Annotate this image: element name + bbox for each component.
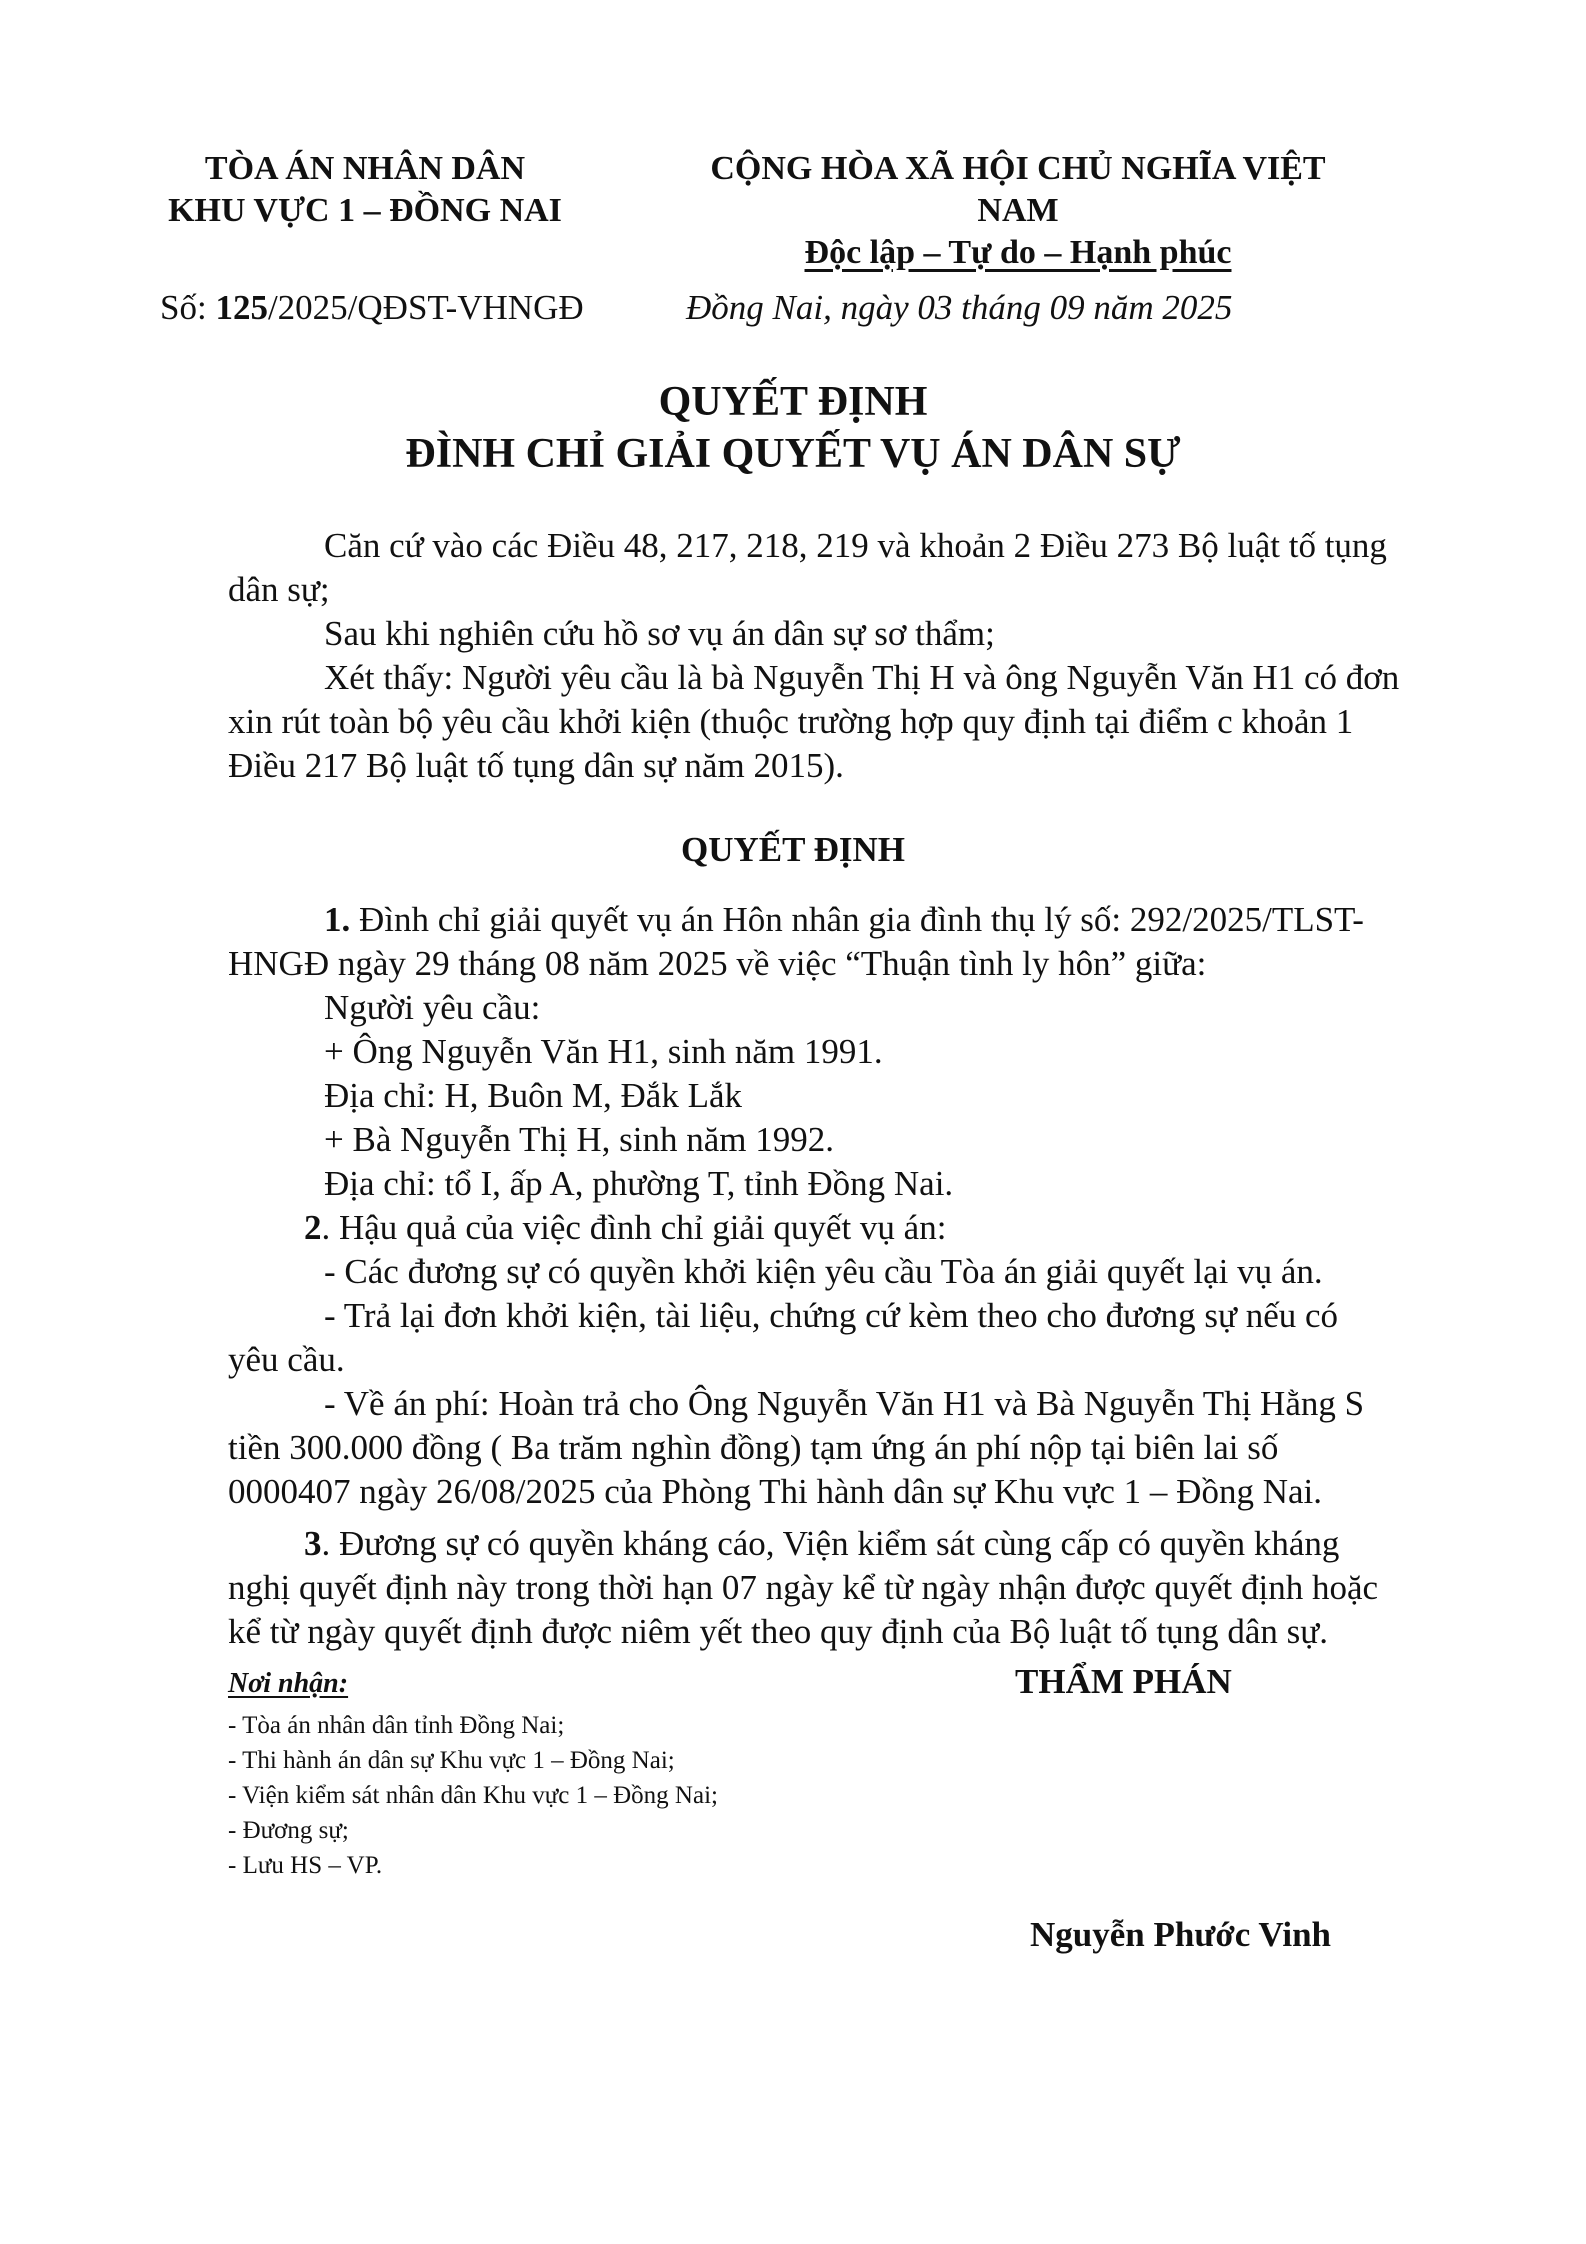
item-number: 1. [324,900,351,939]
doc-number-value: 125 [215,288,268,327]
document-title: QUYẾT ĐỊNH [658,379,928,425]
recipient-item: - Viện kiểm sát nhân dân Khu vực 1 – Đồng Nai; [228,1782,718,1809]
decision-item-3-block [228,1522,1438,1654]
recipients-title: Nơi nhận: [228,1668,349,1699]
decision-body [228,898,1438,1514]
requester-label: Người yêu cầu: [324,988,541,1027]
decision-item-1 [228,898,1438,942]
decision-line: . Hậu quả của việc đình chỉ giải quyết vụ án: [321,1208,947,1247]
recipient-item: - Lưu HS – VP. [228,1852,383,1879]
document-number [160,288,584,328]
preamble-line: Điều 217 Bộ luật tố tụng dân sự năm 2015). [228,746,844,785]
doc-number-suffix: /2025/QĐST-VHNGĐ [267,288,584,327]
decision-line: kể từ ngày quyết định được niêm yết theo quy định của Bộ luật tố tụng dân sự. [228,1612,1328,1651]
recipients-list [228,1708,718,1883]
consequence-3-cont: tiền 300.000 đồng ( Ba trăm nghìn đồng) tạm ứng án phí nộp tại biên lai số [228,1428,1279,1467]
court-name: TÒA ÁN NHÂN DÂN [204,150,526,187]
party-2: + Bà Nguyễn Thị H, sinh năm 1992. [324,1120,835,1159]
signer-role: THẨM PHÁN [1015,1662,1232,1701]
item-number: 2 [304,1208,322,1247]
decision-line: nghị quyết định này trong thời hạn 07 ngày kể từ ngày nhận được quyết định hoặc [228,1568,1379,1607]
nation-motto: Độc lập – Tự do – Hạnh phúc [804,234,1232,271]
consequence-2: - Trả lại đơn khởi kiện, tài liệu, chứng cứ kèm theo cho đương sự nếu có [324,1296,1339,1335]
party-1-address: Địa chỉ: H, Buôn M, Đắk Lắk [324,1076,742,1115]
national-header [668,148,1368,274]
consequence-1: - Các đương sự có quyền khởi kiện yêu cầu Tòa án giải quyết lại vụ án. [324,1252,1323,1291]
recipient-item: - Đương sự; [228,1817,349,1844]
preamble-line: dân sự; [228,570,330,609]
consequence-3: - Về án phí: Hoàn trả cho Ông Nguyễn Văn H1 và Bà Nguyễn Thị Hằng S [324,1384,1365,1423]
decision-item-3 [228,1522,1438,1566]
nation-name: CỘNG HÒA XÃ HỘI CHỦ NGHĨA VIỆT NAM [710,150,1326,229]
decision-line: . Đương sự có quyền kháng cáo, Viện kiểm sát cùng cấp có quyền kháng [321,1524,1340,1563]
preamble-line: Căn cứ vào các Điều 48, 217, 218, 219 và khoản 2 Điều 273 Bộ luật tố tụng [324,526,1387,565]
signer-name: Nguyễn Phước Vinh [1030,1915,1332,1954]
party-2-address: Địa chỉ: tổ I, ấp A, phường T, tỉnh Đồng Nai. [324,1164,954,1203]
decision-line: HNGĐ ngày 29 tháng 08 năm 2025 về việc “Thuận tình ly hôn” giữa: [228,944,1207,983]
document-date: Đồng Nai, ngày 03 tháng 09 năm 2025 [686,288,1233,327]
consequence-3-cont: 0000407 ngày 26/08/2025 của Phòng Thi hành dân sự Khu vực 1 – Đồng Nai. [228,1472,1322,1511]
preamble-line: Xét thấy: Người yêu cầu là bà Nguyễn Thị H và ông Nguyễn Văn H1 có đơn [324,658,1400,697]
recipient-item: - Thi hành án dân sự Khu vực 1 – Đồng Nai; [228,1747,675,1774]
decision-line: Đình chỉ giải quyết vụ án Hôn nhân gia đình thụ lý số: 292/2025/TLST- [350,900,1364,939]
preamble-line: Sau khi nghiên cứu hồ sơ vụ án dân sự sơ thẩm; [324,614,995,653]
consequence-2-cont: yêu cầu. [228,1340,345,1379]
court-region: KHU VỰC 1 – ĐỒNG NAI [168,192,562,229]
preamble-line: xin rút toàn bộ yêu cầu khởi kiện (thuộc trường hợp quy định tại điểm c khoản 1 [228,702,1354,741]
doc-number-prefix: Số: [160,288,216,327]
decision-item-2 [228,1206,1438,1250]
preamble [228,524,1438,788]
party-1: + Ông Nguyễn Văn H1, sinh năm 1991. [324,1032,883,1071]
court-header [160,148,570,232]
decision-heading: QUYẾT ĐỊNH [681,830,905,869]
document-subtitle: ĐÌNH CHỈ GIẢI QUYẾT VỤ ÁN DÂN SỰ [405,431,1181,477]
item-number: 3 [304,1524,322,1563]
recipient-item: - Tòa án nhân dân tỉnh Đồng Nai; [228,1712,565,1739]
